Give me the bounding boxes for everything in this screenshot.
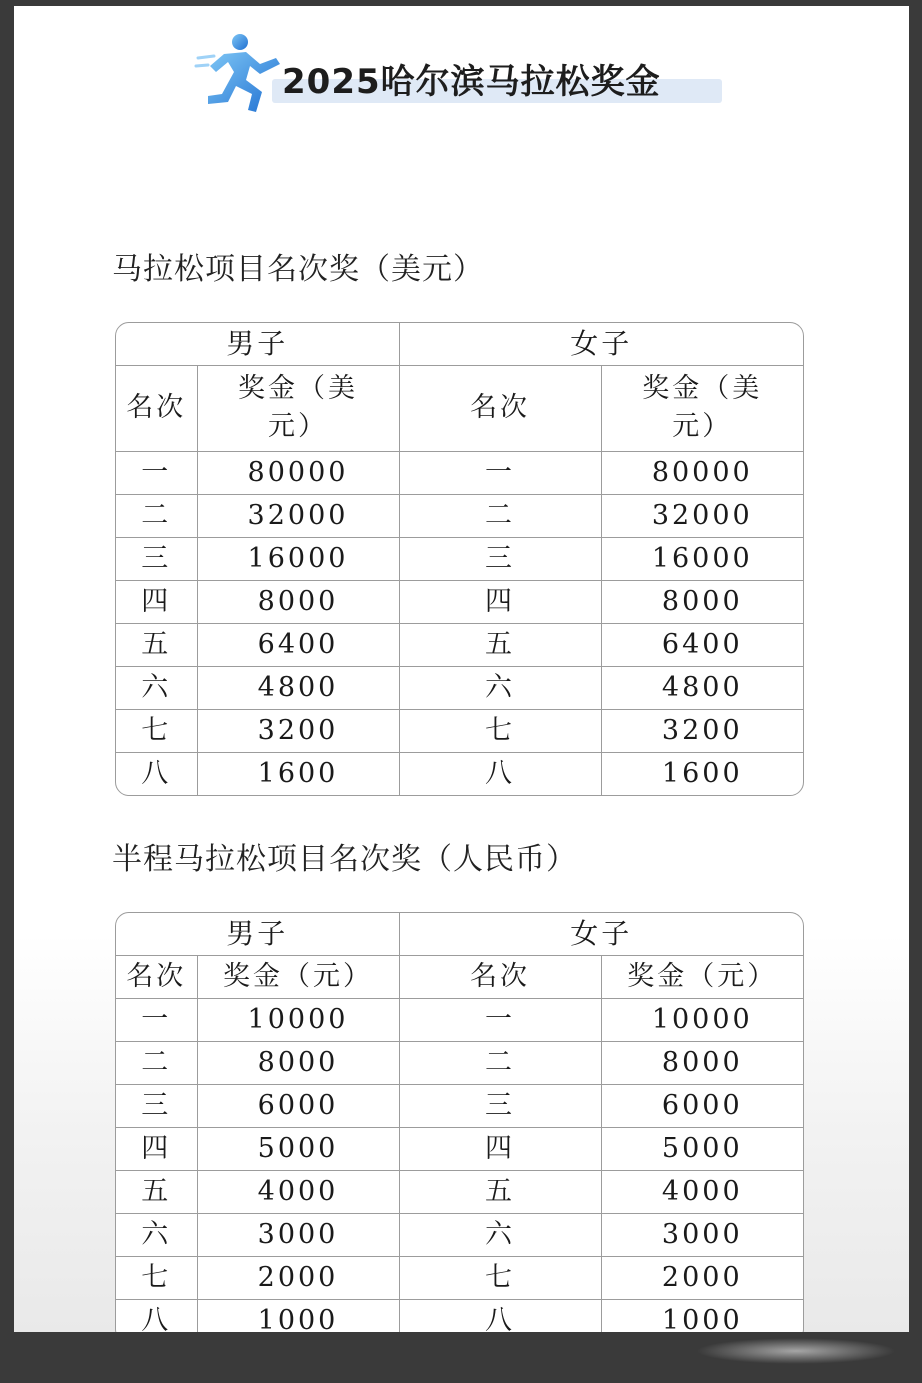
prize-header: 奖金（美元）	[197, 365, 399, 451]
women-prize-cell: 3200	[601, 709, 803, 752]
women-group-header: 女子	[399, 913, 803, 955]
men-prize-cell: 16000	[197, 537, 399, 580]
rank-cell: 一	[116, 998, 197, 1041]
men-prize-cell: 1000	[197, 1299, 399, 1332]
rank-cell: 三	[116, 537, 197, 580]
rank-cell: 一	[399, 998, 601, 1041]
women-prize-cell: 8000	[601, 580, 803, 623]
rank-cell: 八	[116, 1299, 197, 1332]
table-row	[116, 451, 803, 494]
rank-cell: 五	[399, 1170, 601, 1213]
women-prize-cell: 5000	[601, 1127, 803, 1170]
women-group-header: 女子	[399, 323, 803, 365]
table-column-header	[116, 365, 803, 451]
women-prize-cell: 1000	[601, 1299, 803, 1332]
rank-cell: 二	[116, 494, 197, 537]
women-prize-cell: 10000	[601, 998, 803, 1041]
rank-header: 名次	[399, 955, 601, 998]
table-row	[116, 623, 803, 666]
women-prize-cell: 4000	[601, 1170, 803, 1213]
women-prize-cell: 4800	[601, 666, 803, 709]
men-prize-cell: 8000	[197, 580, 399, 623]
rank-cell: 三	[116, 1084, 197, 1127]
women-prize-cell: 1600	[601, 752, 803, 795]
women-prize-cell: 32000	[601, 494, 803, 537]
runner-icon	[194, 32, 290, 114]
men-group-header: 男子	[116, 323, 399, 365]
rank-cell: 六	[116, 1213, 197, 1256]
rank-cell: 四	[116, 580, 197, 623]
rank-cell: 七	[399, 1256, 601, 1299]
men-prize-cell: 80000	[197, 451, 399, 494]
banner-title: 2025哈尔滨马拉松奖金	[282, 62, 661, 102]
rank-cell: 五	[399, 623, 601, 666]
men-prize-cell: 8000	[197, 1041, 399, 1084]
rank-header: 名次	[116, 955, 197, 998]
table-row	[116, 494, 803, 537]
rank-cell: 二	[399, 1041, 601, 1084]
table-row	[116, 1041, 803, 1084]
men-prize-cell: 3200	[197, 709, 399, 752]
men-prize-cell: 3000	[197, 1213, 399, 1256]
rank-cell: 八	[399, 1299, 601, 1332]
watermark	[696, 1338, 896, 1364]
men-prize-cell: 32000	[197, 494, 399, 537]
women-prize-cell: 6000	[601, 1084, 803, 1127]
banner	[194, 32, 724, 112]
table-row	[116, 580, 803, 623]
women-prize-cell: 6400	[601, 623, 803, 666]
table-row	[116, 1213, 803, 1256]
men-prize-cell: 1600	[197, 752, 399, 795]
rank-cell: 七	[116, 1256, 197, 1299]
men-prize-cell: 4800	[197, 666, 399, 709]
rank-cell: 四	[399, 580, 601, 623]
half-marathon-section-title: 半程马拉松项目名次奖（人民币）	[112, 842, 577, 877]
table-column-header	[116, 955, 803, 998]
table-row	[116, 1256, 803, 1299]
table-row	[116, 666, 803, 709]
men-prize-cell: 4000	[197, 1170, 399, 1213]
table-row	[116, 1170, 803, 1213]
marathon-prize-table	[115, 322, 804, 796]
table-group-header	[116, 913, 803, 955]
table-row	[116, 537, 803, 580]
women-prize-cell: 2000	[601, 1256, 803, 1299]
rank-cell: 一	[399, 451, 601, 494]
rank-cell: 一	[116, 451, 197, 494]
half-marathon-prize-table	[115, 912, 804, 1332]
rank-cell: 六	[116, 666, 197, 709]
men-prize-cell: 2000	[197, 1256, 399, 1299]
prize-header: 奖金（元）	[601, 955, 803, 998]
rank-cell: 七	[116, 709, 197, 752]
table-row	[116, 1299, 803, 1332]
rank-cell: 六	[399, 666, 601, 709]
men-prize-cell: 6400	[197, 623, 399, 666]
women-prize-cell: 8000	[601, 1041, 803, 1084]
rank-cell: 八	[116, 752, 197, 795]
marathon-section-title: 马拉松项目名次奖（美元）	[112, 252, 484, 287]
rank-cell: 四	[399, 1127, 601, 1170]
table-row	[116, 709, 803, 752]
document-page	[14, 6, 909, 1332]
men-prize-cell: 5000	[197, 1127, 399, 1170]
women-prize-cell: 16000	[601, 537, 803, 580]
rank-cell: 八	[399, 752, 601, 795]
rank-cell: 七	[399, 709, 601, 752]
rank-header: 名次	[399, 365, 601, 451]
rank-cell: 五	[116, 1170, 197, 1213]
rank-cell: 三	[399, 537, 601, 580]
women-prize-cell: 80000	[601, 451, 803, 494]
rank-cell: 二	[399, 494, 601, 537]
table-row	[116, 752, 803, 795]
women-prize-cell: 3000	[601, 1213, 803, 1256]
table-row	[116, 998, 803, 1041]
table-row	[116, 1127, 803, 1170]
prize-header: 奖金（元）	[197, 955, 399, 998]
rank-cell: 六	[399, 1213, 601, 1256]
rank-cell: 三	[399, 1084, 601, 1127]
rank-cell: 二	[116, 1041, 197, 1084]
men-prize-cell: 6000	[197, 1084, 399, 1127]
rank-header: 名次	[116, 365, 197, 451]
prize-header: 奖金（美元）	[601, 365, 803, 451]
men-group-header: 男子	[116, 913, 399, 955]
rank-cell: 四	[116, 1127, 197, 1170]
table-row	[116, 1084, 803, 1127]
table-group-header	[116, 323, 803, 365]
men-prize-cell: 10000	[197, 998, 399, 1041]
rank-cell: 五	[116, 623, 197, 666]
